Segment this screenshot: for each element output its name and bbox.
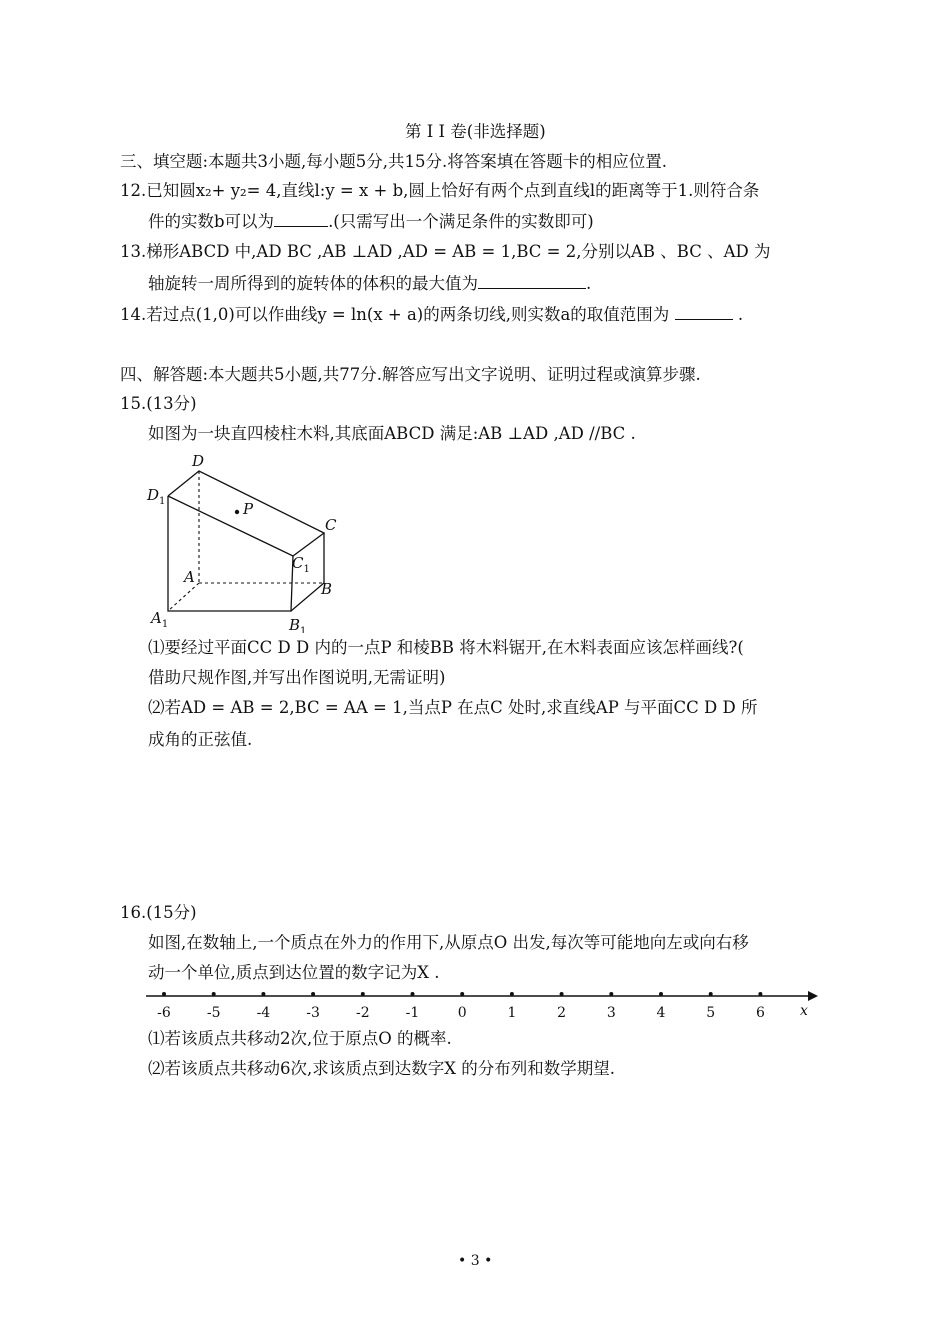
q15-part2-line2: 成角的正弦值. xyxy=(148,730,253,749)
number-line-tick-dot xyxy=(758,992,762,996)
q15-number: 15.(13分) xyxy=(120,394,197,413)
label-B: B xyxy=(321,580,333,598)
q16-part1: ⑴若该质点共移动2次,位于原点O 的概率. xyxy=(148,1029,452,1048)
number-line-tick-label: -6 xyxy=(157,1005,171,1021)
number-line-tick-dot xyxy=(261,992,265,996)
label-B1-main: B xyxy=(289,616,301,633)
q12-line2-pre: 件的实数b可以为 xyxy=(148,212,275,231)
number-line-tick-label: -1 xyxy=(405,1005,420,1021)
number-line-tick-label: -4 xyxy=(256,1005,271,1021)
number-line-arrow xyxy=(808,991,818,1001)
q14-line1-post: . xyxy=(737,305,744,324)
q15-intro: 如图为一块直四棱柱木料,其底面ABCD 满足:AB ⊥AD ,AD //BC . xyxy=(148,424,636,443)
q15-part1-line1: ⑴要经过平面CC D D 内的一点P 和棱BB 将木料锯开,在木料表面应该怎样画线?( xyxy=(148,638,744,657)
q12-line2-post: .(只需写出一个满足条件的实数即可) xyxy=(328,212,594,231)
number-line-tick-dot xyxy=(659,992,663,996)
number-line-tick-dot xyxy=(162,992,166,996)
label-D1 xyxy=(146,486,165,507)
number-line-tick-dot xyxy=(311,992,315,996)
label-D: D xyxy=(192,452,205,470)
number-line-tick-label: 1 xyxy=(507,1005,517,1021)
q14-line1-pre: 14.若过点(1,0)可以作曲线y = ln(x + a)的两条切线,则实数a的取值范围为 xyxy=(120,305,670,324)
q14-line1 xyxy=(120,303,743,326)
q16-intro-line1: 如图,在数轴上,一个质点在外力的作用下,从原点O 出发,每次等可能地向左或向右移 xyxy=(148,933,749,952)
q14-answer-blank[interactable] xyxy=(675,303,733,320)
label-D1-main: D xyxy=(147,486,160,504)
number-line-tick-label: 2 xyxy=(557,1005,567,1021)
number-line-tick-dot xyxy=(361,992,365,996)
q12-answer-blank[interactable] xyxy=(274,210,328,227)
number-line-tick-dot xyxy=(560,992,564,996)
label-A1-sub: 1 xyxy=(161,619,169,630)
number-line-tick-dot xyxy=(212,992,216,996)
number-line-tick-dot xyxy=(609,992,613,996)
q15-part1-line2: 借助尺规作图,并写出作图说明,无需证明) xyxy=(148,668,446,687)
part3-header: 三、填空题:本题共3小题,每小题5分,共15分.将答案填在答题卡的相应位置. xyxy=(120,152,668,171)
number-line-tick-dot xyxy=(411,992,415,996)
label-A: A xyxy=(184,568,195,586)
q13-line2-post: . xyxy=(586,274,592,293)
label-C1-main: C xyxy=(292,554,304,572)
label-A1-main: A xyxy=(151,609,162,627)
part4-header: 四、解答题:本大题共5小题,共77分.解答应写出文字说明、证明过程或演算步骤. xyxy=(120,365,701,384)
number-line-tick-label: 5 xyxy=(706,1005,716,1021)
number-line-axis-label: x xyxy=(800,1003,808,1019)
label-D1-sub: 1 xyxy=(159,496,166,507)
page-number: • 3 • xyxy=(458,1253,493,1269)
q13-line2-pre: 轴旋转一周所得到的旋转体的体积的最大值为 xyxy=(148,274,478,293)
section-title: 第 I I 卷(非选择题) xyxy=(405,122,546,141)
label-P: P xyxy=(243,500,254,518)
label-C: C xyxy=(325,516,337,534)
q16-number: 16.(15分) xyxy=(120,903,197,922)
prism-figure xyxy=(140,448,350,633)
number-line-tick-dot xyxy=(460,992,464,996)
number-line-figure xyxy=(140,984,830,1024)
q16-intro-line2: 动一个单位,质点到达位置的数字记为X . xyxy=(148,963,440,982)
number-line-tick-label: 6 xyxy=(755,1005,765,1021)
q15-part2-line1: ⑵若AD = AB = 2,BC = AA = 1,当点P 在点C 处时,求直线AP 与平面CC D D 所 xyxy=(148,698,758,717)
label-B1-sub: 1 xyxy=(300,626,307,633)
number-line-tick-label: -5 xyxy=(206,1005,221,1021)
prism-front-face xyxy=(168,496,293,611)
number-line-tick-dot xyxy=(709,992,713,996)
label-A1 xyxy=(149,609,168,630)
q13-line1: 13.梯形ABCD 中,AD BC ,AB ⊥AD ,AD = AB = 1,BC = 2,分别以AB 、BC 、AD 为 xyxy=(120,242,771,261)
number-line-tick-label: -3 xyxy=(306,1005,320,1021)
number-line-tick-label: 3 xyxy=(606,1005,616,1021)
q16-part2: ⑵若该质点共移动6次,求该质点到达数字X 的分布列和数学期望. xyxy=(148,1059,615,1078)
number-line-tick-label: -2 xyxy=(355,1005,370,1021)
point-p-dot xyxy=(235,510,239,514)
label-C1-sub: 1 xyxy=(303,564,310,575)
number-line-tick-dot xyxy=(510,992,514,996)
q13-line2 xyxy=(148,272,591,295)
label-B1 xyxy=(288,616,306,633)
number-line-tick-label: 0 xyxy=(457,1005,467,1021)
q13-answer-blank[interactable] xyxy=(478,272,586,289)
label-C1 xyxy=(292,554,310,575)
hidden-edge-AA1 xyxy=(168,583,199,611)
number-line-tick-label: 4 xyxy=(656,1005,666,1021)
q12-line1: 12.已知圆x₂+ y₂= 4,直线l:y = x + b,圆上恰好有两个点到直线l的距离等于1.则符合条 xyxy=(120,181,760,200)
q12-line2 xyxy=(148,210,594,233)
